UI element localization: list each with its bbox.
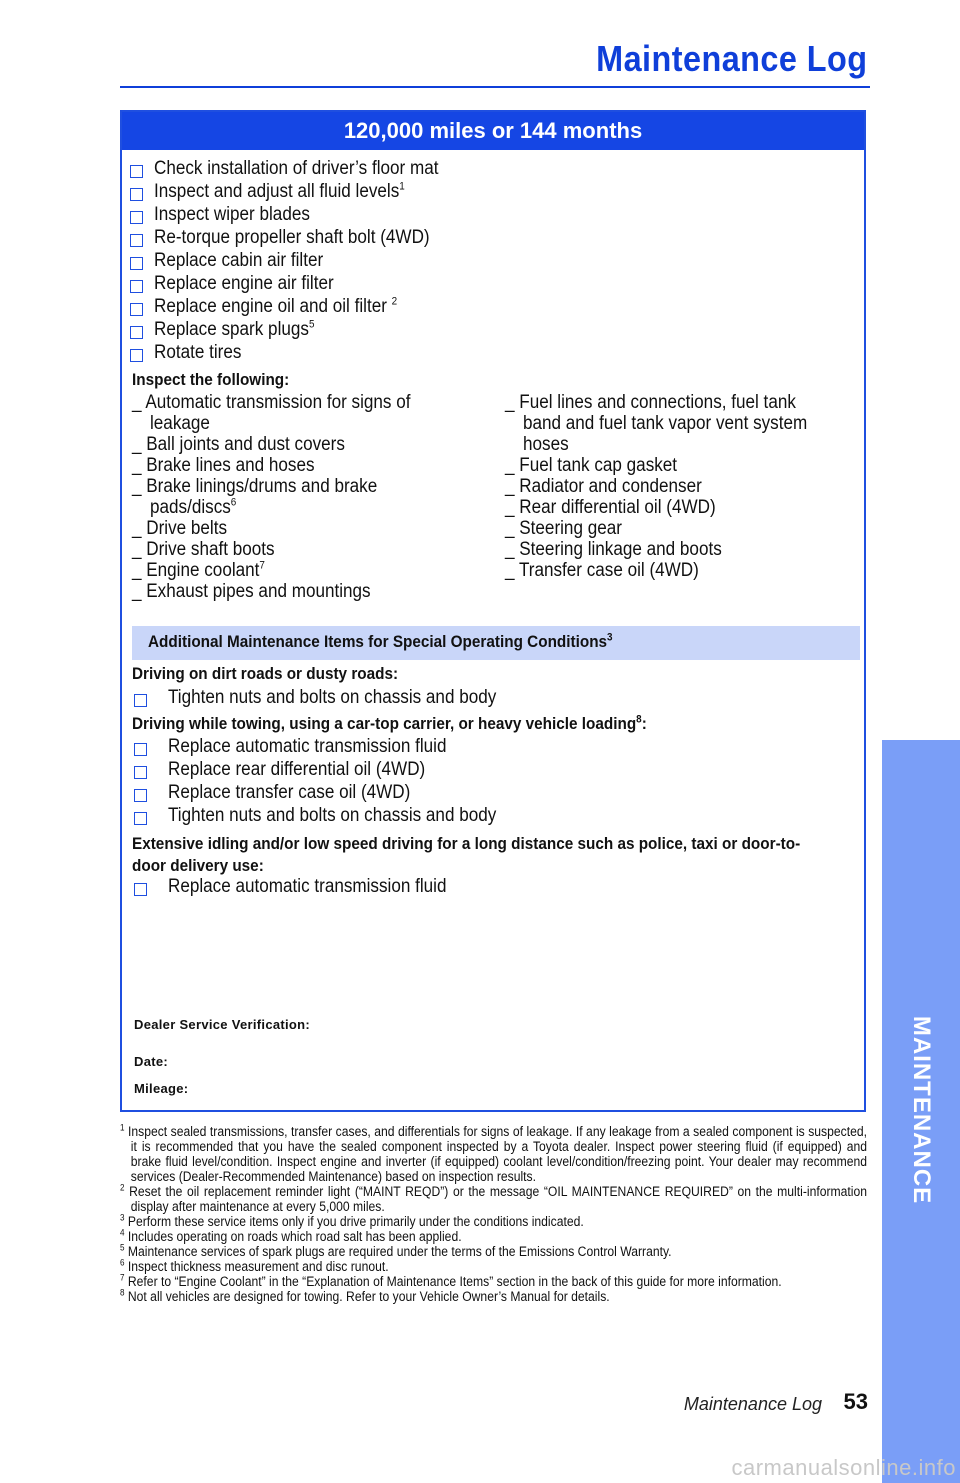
checkbox[interactable] (130, 188, 143, 201)
checkbox[interactable] (134, 766, 147, 779)
checkbox[interactable] (134, 883, 147, 896)
inspect-list-left (132, 392, 443, 602)
footnote: $^5$ Maintenance services of spark plugs are required under the terms of the Emissions Control Warranty. (120, 1242, 672, 1259)
inspect-heading: Inspect the following: (132, 370, 290, 389)
checkbox[interactable] (134, 694, 147, 707)
checkbox[interactable] (134, 789, 147, 802)
condition-item: Replace rear differential oil (4WD) (168, 759, 426, 780)
checkbox[interactable] (134, 743, 147, 756)
inspect-item: _ Transfer case oil (4WD) (505, 560, 699, 581)
checkbox[interactable] (130, 349, 143, 362)
checklist-item: Re-torque propeller shaft bolt (4WD) (154, 227, 430, 248)
footnote: $^4$ Includes operating on roads which road salt has been applied. (120, 1227, 462, 1244)
date-label: Date: (134, 1054, 169, 1069)
condition-item: Tighten nuts and bolts on chassis and body (168, 805, 497, 826)
footnote: $^3$ Perform these service items only if you drive primarily under the conditions indicated. (120, 1212, 584, 1229)
checklist-item: Replace engine air filter (154, 273, 334, 294)
inspect-item: _ Exhaust pipes and mountings (132, 581, 371, 602)
checkbox[interactable] (130, 234, 143, 247)
interval-heading: 120,000 miles or 144 months (122, 112, 864, 150)
inspect-item: _ Steering gear (505, 518, 622, 539)
footnotes (120, 1124, 867, 1304)
maintenance-box (120, 110, 866, 1112)
inspect-item: _ Radiator and condenser (505, 476, 702, 497)
condition-item: Tighten nuts and bolts on chassis and body (168, 687, 497, 708)
watermark: carmanualsonline.info (731, 1455, 956, 1480)
condition-item: Replace automatic transmission fluid (168, 736, 447, 757)
additional-items-bar (132, 626, 860, 660)
inspect-item: _ Ball joints and dust covers (132, 434, 345, 455)
checklist-item: Replace engine oil and oil filter $^2$ (154, 295, 398, 317)
checklist-item: Check installation of driver’s floor mat (154, 158, 439, 179)
title-rule (120, 86, 870, 88)
inspect-item: _ Brake linings/drums and brake pads/discs$^6$ (132, 476, 378, 518)
checkbox[interactable] (130, 211, 143, 224)
checkbox[interactable] (130, 303, 143, 316)
inspect-item: _ Fuel lines and connections, fuel tank band and fuel tank vapor vent system hoses (505, 392, 808, 455)
checkbox[interactable] (134, 812, 147, 825)
checklist-item: Inspect and adjust all fluid levels$^1$ (154, 180, 405, 202)
inspect-list-right (505, 392, 838, 581)
inspect-item: _ Steering linkage and boots (505, 539, 722, 560)
footnote: $^1$ Inspect sealed transmissions, transfer cases, and differentials for signs of leakage. If any leakage from a sealed component is suspected, it is recommended that you have the sealed component inspected by a Toyota dealer. Inspect power steering fluid (if equipped) and brake fluid level/condition. Inspect engine and inverter (if equipped) coolant level/condition/freezing point. Your dealer may recommend services (Dealer-Recommended Maintenance) based on inspection results. (120, 1122, 868, 1184)
condition-dusty-label: Driving on dirt roads or dusty roads: (132, 664, 399, 683)
section-side-label: MAINTENANCE (908, 1015, 935, 1205)
condition-towing-label: Driving while towing, using a car-top carrier, or heavy vehicle loading$^8$: (132, 713, 647, 733)
footer-section-label: Maintenance Log (683, 1394, 822, 1414)
inspect-item: _ Fuel tank cap gasket (505, 455, 678, 476)
page-number: 53 (843, 1389, 868, 1414)
inspect-item: _ Rear differential oil (4WD) (505, 497, 716, 518)
checklist-item: Inspect wiper blades (154, 204, 310, 225)
inspect-item: _ Drive shaft boots (132, 539, 275, 560)
checkbox[interactable] (130, 326, 143, 339)
checklist-item: Rotate tires (154, 342, 242, 363)
checkbox[interactable] (130, 257, 143, 270)
page-title: Maintenance Log (596, 38, 868, 79)
footnote: $^6$ Inspect thickness measurement and disc runout. (120, 1257, 389, 1274)
additional-items-title: Additional Maintenance Items for Special Operating Conditions$^3$ (148, 631, 613, 651)
condition-idling-label: Extensive idling and/or low speed driving for a long distance such as police, taxi or door-to-door delivery use: (132, 834, 801, 875)
condition-item: Replace automatic transmission fluid (168, 876, 447, 897)
footnote: $^2$ Reset the oil replacement reminder light (“MAINT REQD”) or the message “OIL MAINTENANCE REQUIRED” on the multi-information display after maintenance at every 5,000 miles. (120, 1182, 867, 1214)
checkbox[interactable] (130, 165, 143, 178)
checkbox[interactable] (130, 280, 143, 293)
inspect-item: _ Automatic transmission for signs of leakage (132, 392, 411, 434)
mileage-label: Mileage: (134, 1081, 189, 1096)
inspect-item: _ Drive belts (132, 518, 228, 539)
inspect-item: _ Brake lines and hoses (132, 455, 315, 476)
footnote: $^8$ Not all vehicles are designed for towing. Refer to your Vehicle Owner’s Manual for details. (120, 1287, 610, 1304)
checklist-item: Replace cabin air filter (154, 250, 324, 271)
inspect-item: _ Engine coolant$^7$ (132, 559, 265, 581)
footnote: $^7$ Refer to “Engine Coolant” in the “Explanation of Maintenance Items” section in the back of this guide for more information. (120, 1272, 782, 1289)
checklist-item: Replace spark plugs$^5$ (154, 318, 315, 340)
condition-item: Replace transfer case oil (4WD) (168, 782, 411, 803)
dealer-verification-label: Dealer Service Verification: (134, 1017, 311, 1032)
